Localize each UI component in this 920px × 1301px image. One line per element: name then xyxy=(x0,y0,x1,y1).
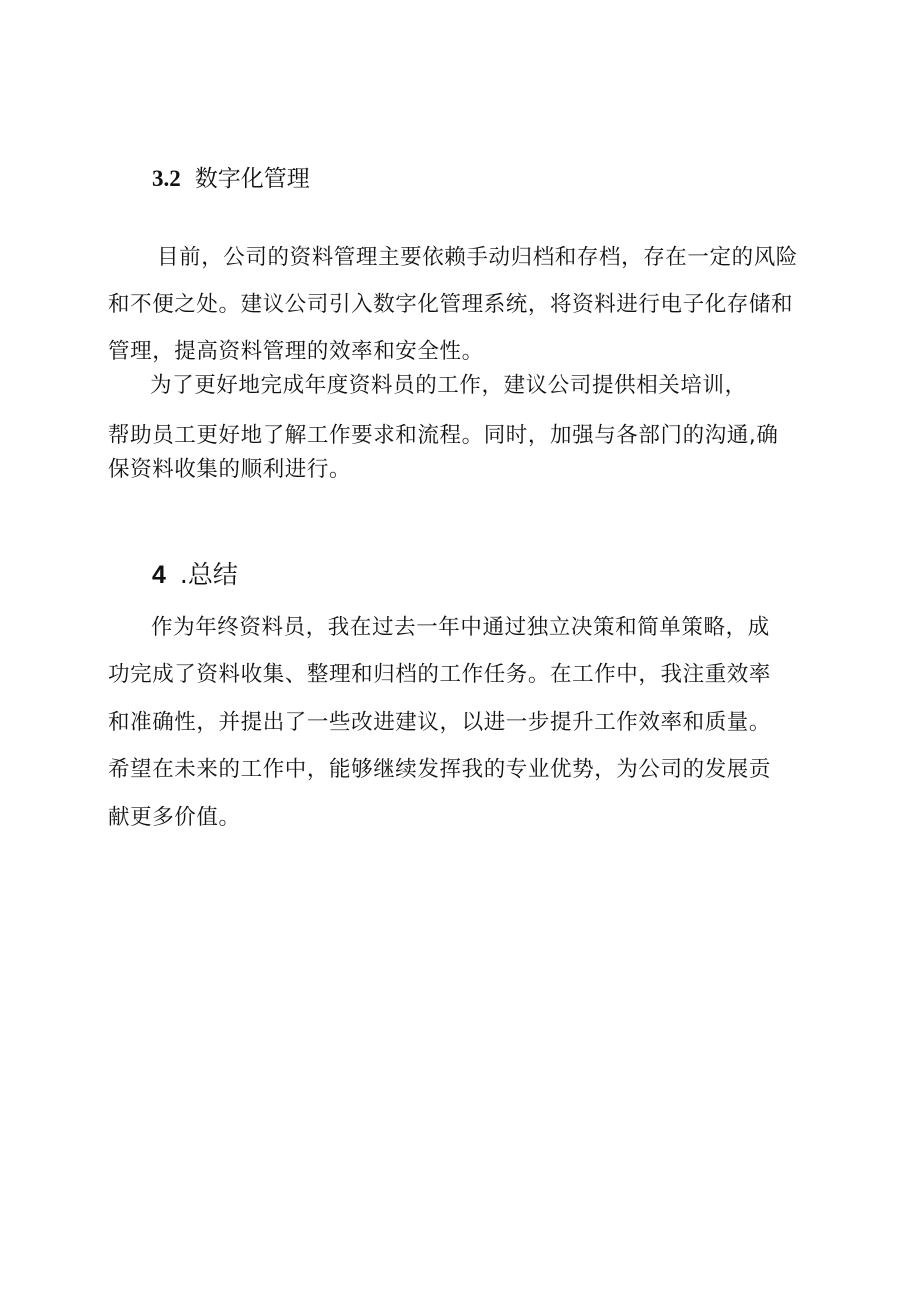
section-3-2-heading xyxy=(152,162,310,196)
section-3-2-line-4: 为了更好地完成年度资料员的工作，建议公司提供相关培训， xyxy=(150,373,747,398)
section-3-2-line-1: 目前，公司的资料管理主要依赖手动归档和存档，存在一定的风险 xyxy=(157,245,798,270)
section-4-heading xyxy=(152,555,238,595)
section-3-2-number: 3.2 xyxy=(152,166,181,191)
section-3-2-line-5: 帮助员工更好地了解工作要求和流程。同时，加强与各部门的沟通,确 xyxy=(108,423,779,448)
section-4-line-1: 作为年终资料员，我在过去一年中通过独立决策和简单策略，成 xyxy=(151,615,770,640)
section-4-line-2: 功完成了资料收集、整理和归档的工作任务。在工作中，我注重效率 xyxy=(108,662,772,687)
section-4-number: 4 xyxy=(152,561,166,589)
section-3-2-line-2: 和不便之处。建议公司引入数字化管理系统，将资料进行电子化存储和 xyxy=(108,292,794,317)
section-3-2-line-3: 管理，提高资料管理的效率和安全性。 xyxy=(108,339,484,364)
section-4-line-3: 和准确性，并提出了一些改进建议，以进一步提升工作效率和质量。 xyxy=(108,710,772,735)
section-4-line-4: 希望在未来的工作中，能够继续发挥我的专业优势，为公司的发展贡 xyxy=(108,757,772,782)
section-3-2-title: 数字化管理 xyxy=(194,166,310,192)
section-4-line-5: 献更多价值。 xyxy=(108,805,241,830)
section-4-title: .总结 xyxy=(179,560,238,589)
section-3-2-line-6: 保资料收集的顺利进行。 xyxy=(108,457,352,482)
